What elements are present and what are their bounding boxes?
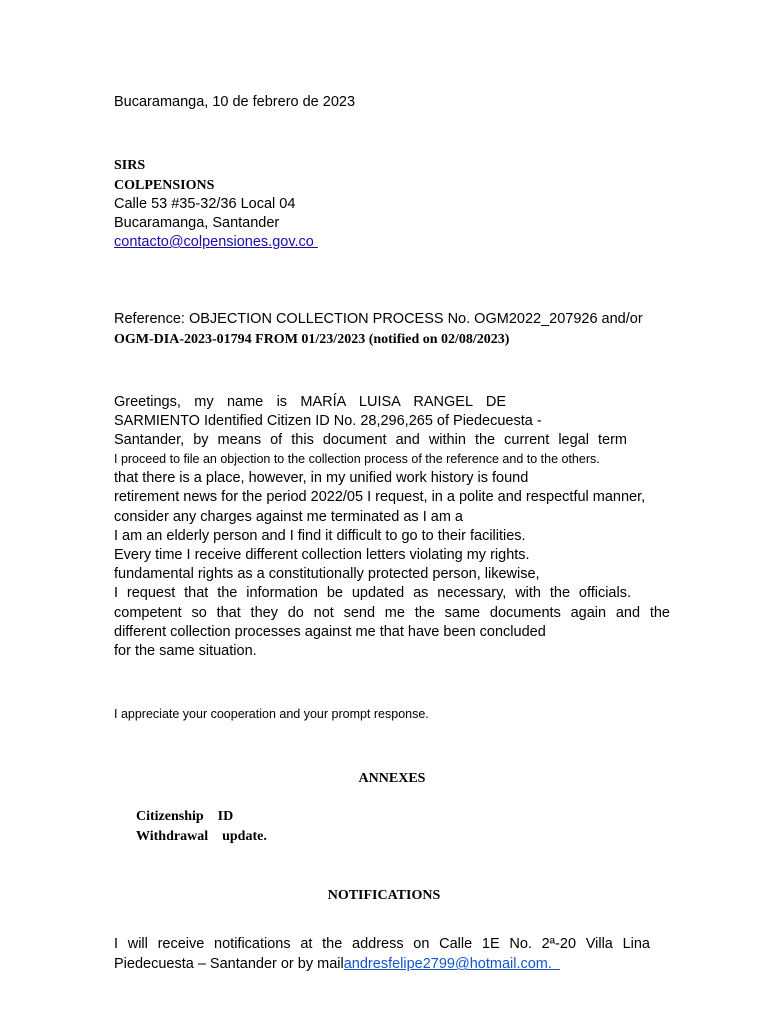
body-line-4: I proceed to file an objection to the collection process of the reference and to the others. [114, 452, 600, 466]
recipient-name: COLPENSIONS [114, 178, 215, 193]
annex-item-1: Citizenship ID [136, 809, 234, 824]
body-line-1: Greetings, my name is MARÍA LUISA RANGEL DE [114, 394, 506, 410]
annex-item-2: Withdrawal update. [136, 829, 267, 844]
notifications-title: NOTIFICATIONS [327, 888, 441, 903]
notifications-line-2 [114, 955, 560, 974]
body-line-8: I am an elderly person and I find it difficult to go to their facilities. [114, 528, 526, 544]
body-line-13: different collection processes against me that have been concluded [114, 624, 546, 640]
reference-line-1: Reference: OBJECTION COLLECTION PROCESS No. OGM2022_207926 and/or [114, 311, 643, 327]
recipient-email-link[interactable]: contacto@colpensiones.gov.co [114, 234, 318, 250]
annexes-title: ANNEXES [358, 771, 426, 786]
body-line-11: I request that the information be updated as necessary, with the officials. [114, 585, 631, 601]
body-line-12: competent so that they do not send me the same documents again and the [114, 605, 670, 621]
body-line-6: retirement news for the period 2022/05 I request, in a polite and respectful manner, [114, 489, 646, 505]
notifications-line-1: I will receive notifications at the address on Calle 1E No. 2ª-20 Villa Lina [114, 936, 650, 952]
closing-line: I appreciate your cooperation and your prompt response. [114, 707, 429, 721]
body-line-3: Santander, by means of this document and within the current legal term [114, 432, 627, 448]
body-line-14: for the same situation. [114, 643, 257, 659]
body-line-2: SARMIENTO Identified Citizen ID No. 28,296,265 of Piedecuesta - [114, 413, 542, 429]
notifications-email-link[interactable]: andresfelipe2799@hotmail.com. [343, 956, 560, 972]
recipient-address-line-2: Bucaramanga, Santander [114, 215, 280, 231]
body-line-10: fundamental rights as a constitutionally protected person, likewise, [114, 566, 540, 582]
body-line-5: that there is a place, however, in my unified work history is found [114, 470, 529, 486]
recipient-address-line-1: Calle 53 #35-32/36 Local 04 [114, 196, 296, 212]
notifications-line-2-text: Piedecuesta – Santander or by mail [114, 956, 344, 972]
body-line-7: consider any charges against me terminated as I am a [114, 509, 463, 525]
recipient-salutation: SIRS [114, 158, 146, 173]
body-line-9: Every time I receive different collection letters violating my rights. [114, 547, 530, 563]
date-line: Bucaramanga, 10 de febrero de 2023 [114, 94, 356, 110]
reference-line-2: OGM-DIA-2023-01794 FROM 01/23/2023 (notified on 02/08/2023) [114, 332, 510, 347]
